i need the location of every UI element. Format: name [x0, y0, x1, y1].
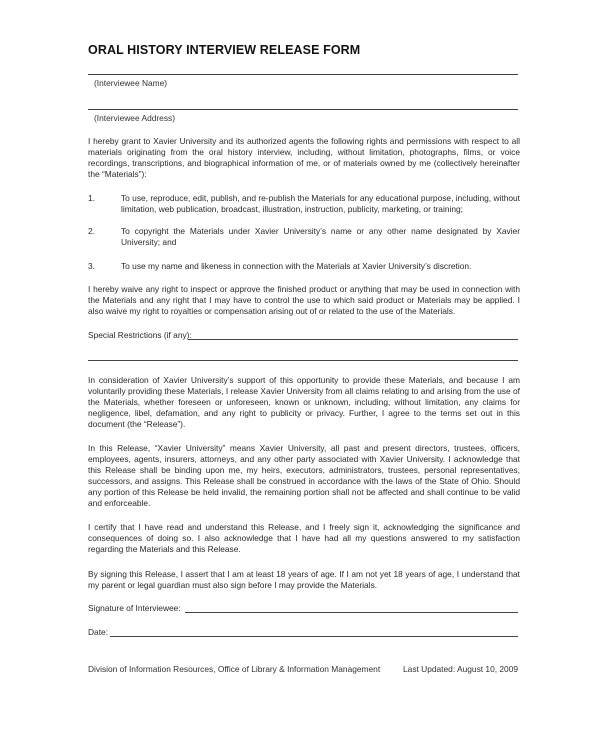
date-line[interactable]: [110, 636, 518, 637]
grant-paragraph: I hereby grant to Xavier University and its authorized agents the following rights and permissions with respect to all materials originating from the oral history interview, including, without limitation, photographs, films, or voice recordings, transcriptions, and biographical information of me, or of materials owned by me (collectively hereinafter the “Materials”):: [88, 136, 520, 179]
footer-last-updated: Last Updated: August 10, 2009: [403, 664, 519, 674]
special-restrictions-line-1[interactable]: [188, 339, 518, 340]
right-3-number: 3.: [88, 261, 95, 271]
interviewee-address-line[interactable]: [88, 109, 518, 110]
age-paragraph: By signing this Release, I assert that I am at least 18 years of age. If I am not yet 18 years of age, I understand that my parent or legal guardian must also sign before I may provide the Materials.: [88, 569, 520, 590]
right-1-number: 1.: [88, 193, 95, 203]
date-label: Date:: [88, 627, 109, 637]
definition-paragraph: In this Release, “Xavier University” means Xavier University, all past and present directors, trustees, officers, employees, agents, insurers, attorneys, and any other party associated with Xavier University. I acknowledge that this Release shall be binding upon me, my heirs, executors, administrators, trustees, personal representatives, successors, and assigns. This Release shall be construed in accordance with the laws of the State of Ohio. Should any portion of this Release be held invalid, the remaining portion shall not be affected and shall continue to be valid and enforceable.: [88, 443, 520, 508]
signature-line[interactable]: [185, 612, 518, 613]
form-title: ORAL HISTORY INTERVIEW RELEASE FORM: [88, 43, 361, 57]
signature-label: Signature of Interviewee:: [88, 603, 181, 613]
footer-division: Division of Information Resources, Office of Library & Information Management: [88, 664, 381, 674]
interviewee-address-label: (Interviewee Address): [94, 113, 175, 123]
interviewee-name-line[interactable]: [88, 74, 518, 75]
special-restrictions-line-2[interactable]: [88, 360, 518, 361]
consideration-paragraph: In consideration of Xavier University’s support of this opportunity to provide these Materials, and because I am voluntarily providing these Materials, I release Xavier University from all claims relating to and arising from the use of the Materials, whether foreseen or unforeseen, known or unknown, including, without limitation, any claims for negligence, libel, defamation, and any right to publicity or privacy. Further, I agree to the terms set out in this document (the “Release”).: [88, 375, 520, 429]
right-3-text: To use my name and likeness in connection with the Materials at Xavier University’s discretion.: [121, 261, 472, 271]
certify-paragraph: I certify that I have read and understand this Release, and I freely sign it, acknowledging the significance and consequences of doing so. I also acknowledge that I have had all my questions answered to my satisfaction regarding the Materials and this Release.: [88, 522, 520, 554]
interviewee-name-label: (Interviewee Name): [94, 78, 168, 88]
right-1-text: To use, reproduce, edit, publish, and re-publish the Materials for any educational purpose, including, without limitation, web publication, broadcast, illustration, instruction, publicity, marketing, or training;: [121, 193, 520, 214]
waiver-paragraph: I hereby waive any right to inspect or approve the finished product or anything that may be used in connection with the Materials and any right that I may have to control the use to which said product or Materials may be applied. I also waive my right to royalties or compensation arising out of or related to the use of the Materials.: [88, 284, 520, 316]
special-restrictions-label: Special Restrictions (if any):: [88, 330, 192, 340]
right-2-text: To copyright the Materials under Xavier University’s name or any other name designated by Xavier University; and: [121, 226, 520, 247]
right-2-number: 2.: [88, 226, 95, 236]
